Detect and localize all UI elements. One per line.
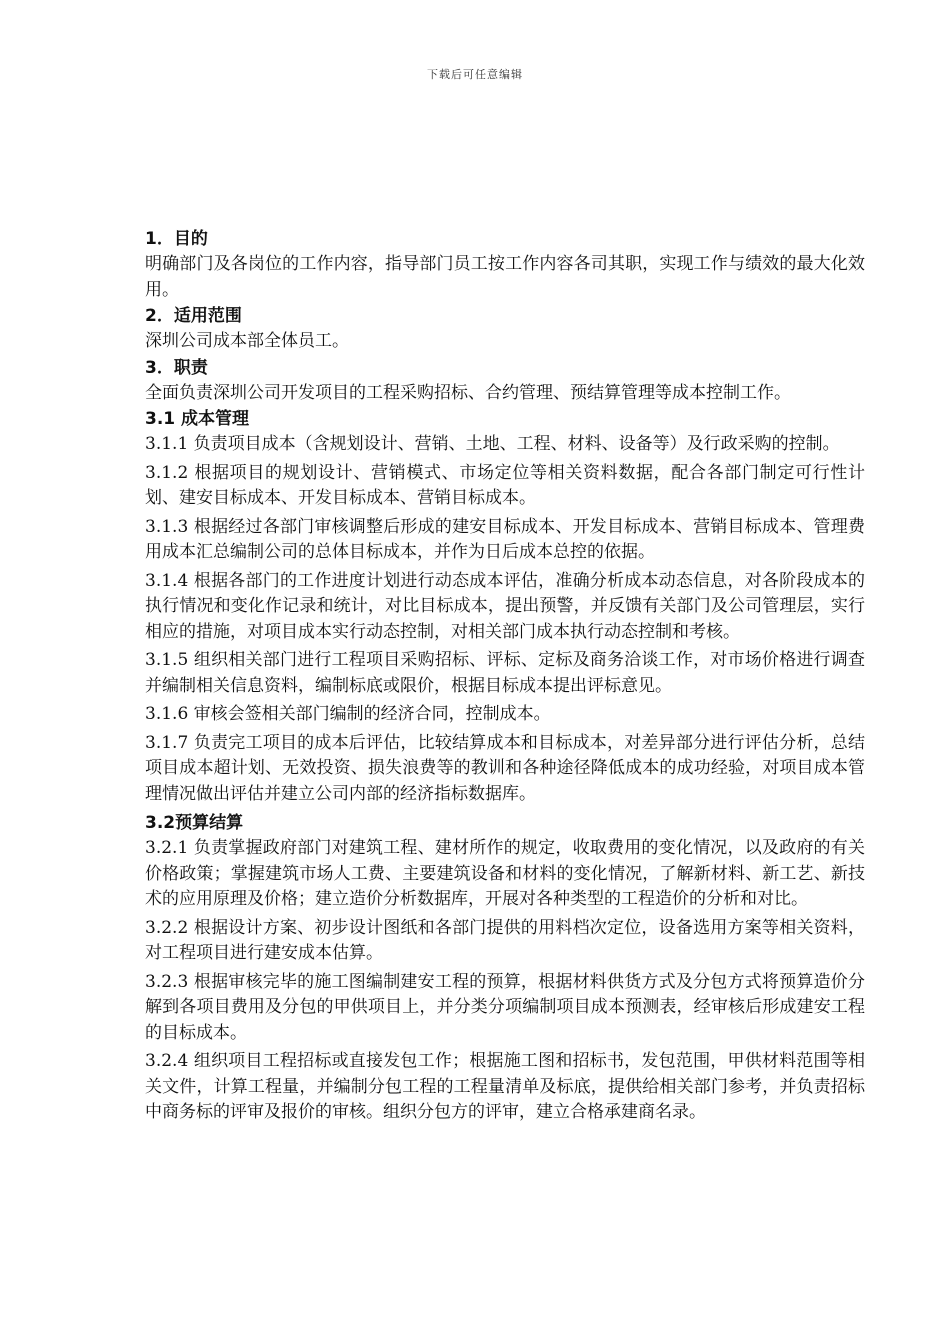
page-header: 下载后可任意编辑 — [427, 68, 523, 81]
list-item: 3.1.3 根据经过各部门审核调整后形成的建安目标成本、开发目标成本、营销目标成本、管理费用成本汇总编制公司的总体目标成本，并作为日后成本总控的依据。 — [145, 516, 865, 562]
section-2-title: 2．适用范围 — [145, 306, 242, 326]
document-body — [145, 226, 865, 1129]
list-item: 3.2.1 负责掌握政府部门对建筑工程、建材所作的规定，收取费用的变化情况，以及政府的有关价格政策；掌握建筑市场人工费、主要建筑设备和材料的变化情况，了解新材料、新工艺、新技术的应用原理及价格；建立造价分析数据库，开展对各种类型的工程造价的分析和对比。 — [145, 838, 865, 909]
section-3-body: 全面负责深圳公司开发项目的工程采购招标、合约管理、预结算管理等成本控制工作。 — [145, 382, 791, 403]
list-item: 3.2.4 组织项目工程招标或直接发包工作；根据施工图和招标书，发包范围，甲供材料范围等相关文件，计算工程量，并编制分包工程的工程量清单及标底，提供给相关部门参考，并负责招标中商务标的评审及报价的审核。组织分包方的评审，建立合格承建商名录。 — [145, 1051, 865, 1122]
section-3-title: 3．职责 — [145, 357, 208, 378]
list-item: 3.1.5 组织相关部门进行工程项目采购招标、评标、定标及商务洽谈工作，对市场价格进行调查并编制相关信息资料，编制标底或限价，根据目标成本提出评标意见。 — [145, 650, 865, 696]
list-item: 3.1.7 负责完工项目的成本后评估，比较结算成本和目标成本，对差异部分进行评估分析，总结项目成本超计划、无效投资、损失浪费等的教训和各种途径降低成本的成功经验，对项目成本管理情况做出评估并建立公司内部的经济指标数据库。 — [145, 732, 865, 804]
section-2-body: 深圳公司成本部全体员工。 — [145, 331, 349, 351]
list-item: 3.1.1 负责项目成本（含规划设计、营销、土地、工程、材料、设备等）及行政采购的控制。 — [145, 434, 840, 454]
section-3-1-title: 3.1 成本管理 — [145, 409, 250, 429]
list-item: 3.1.2 根据项目的规划设计、营销模式、市场定位等相关资料数据，配合各部门制定可行性计划、建安目标成本、开发目标成本、营销目标成本。 — [145, 462, 865, 508]
section-1-body: 明确部门及各岗位的工作内容，指导部门员工按工作内容各司其职，实现工作与绩效的最大化效用。 — [145, 254, 865, 300]
list-item: 3.2.3 根据审核完毕的施工图编制建安工程的预算，根据材料供货方式及分包方式将预算造价分解到各项目费用及分包的甲供项目上，并分类分项编制项目成本预测表，经审核后形成建安工程的目标成本。 — [145, 971, 865, 1043]
section-1-title: 1．目的 — [145, 229, 208, 249]
list-item: 3.1.4 根据各部门的工作进度计划进行动态成本评估，准确分析成本动态信息，对各阶段成本的执行情况和变化作记录和统计，对比目标成本，提出预警，并反馈有关部门及公司管理层，实行相应的措施，对项目成本实行动态控制，对相关部门成本执行动态控制和考核。 — [145, 570, 865, 642]
list-item: 3.1.6 审核会签相关部门编制的经济合同，控制成本。 — [145, 704, 551, 724]
section-3-2-title: 3.2预算结算 — [145, 813, 244, 833]
list-item: 3.2.2 根据设计方案、初步设计图纸和各部门提供的用料档次定位，设备选用方案等相关资料，对工程项目进行建安成本估算。 — [145, 917, 865, 963]
